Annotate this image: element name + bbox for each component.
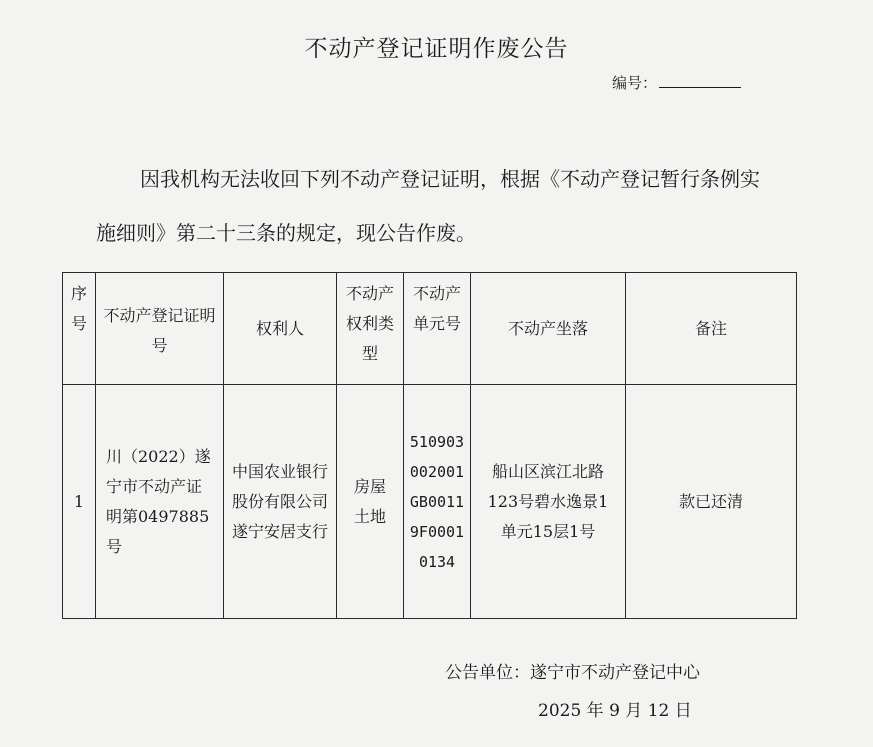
cell-owner: 中国农业银行股份有限公司遂宁安居支行 (224, 385, 337, 619)
cell-note: 款已还清 (626, 385, 797, 619)
announcement-body: 因我机构无法收回下列不动产登记证明，根据《不动产登记暂行条例实施细则》第二十三条的规定，现公告作废。 (96, 167, 760, 245)
cell-right-type: 房屋土地 (337, 385, 404, 619)
table-row (63, 385, 797, 619)
certificate-table (62, 272, 797, 619)
header-owner: 权利人 (224, 273, 337, 385)
header-note: 备注 (626, 273, 797, 385)
cell-location: 船山区滨江北路123号碧水逸景1单元15层1号 (471, 385, 626, 619)
page-title: 不动产登记证明作废公告 (304, 36, 569, 62)
cell-cert-no: 川（2022）遂宁市不动产证明第0497885号 (96, 385, 224, 619)
serial-label: 编号： (612, 74, 658, 92)
cell-unit-no: 510903002001GB00119F00010134 (404, 385, 471, 619)
issue-date: 2025 年 9 月 12 日 (538, 701, 692, 721)
header-seq: 序号 (63, 273, 96, 385)
header-location: 不动产坐落 (471, 273, 626, 385)
table-header-row (63, 273, 797, 385)
issuing-organization: 公告单位：遂宁市不动产登记中心 (445, 663, 700, 683)
header-unit-no: 不动产单元号 (404, 273, 471, 385)
cell-seq: 1 (63, 385, 96, 619)
header-right-type: 不动产权利类型 (337, 273, 404, 385)
header-cert-no: 不动产登记证明号 (96, 273, 224, 385)
serial-number (612, 72, 741, 93)
serial-blank-line (659, 73, 741, 88)
